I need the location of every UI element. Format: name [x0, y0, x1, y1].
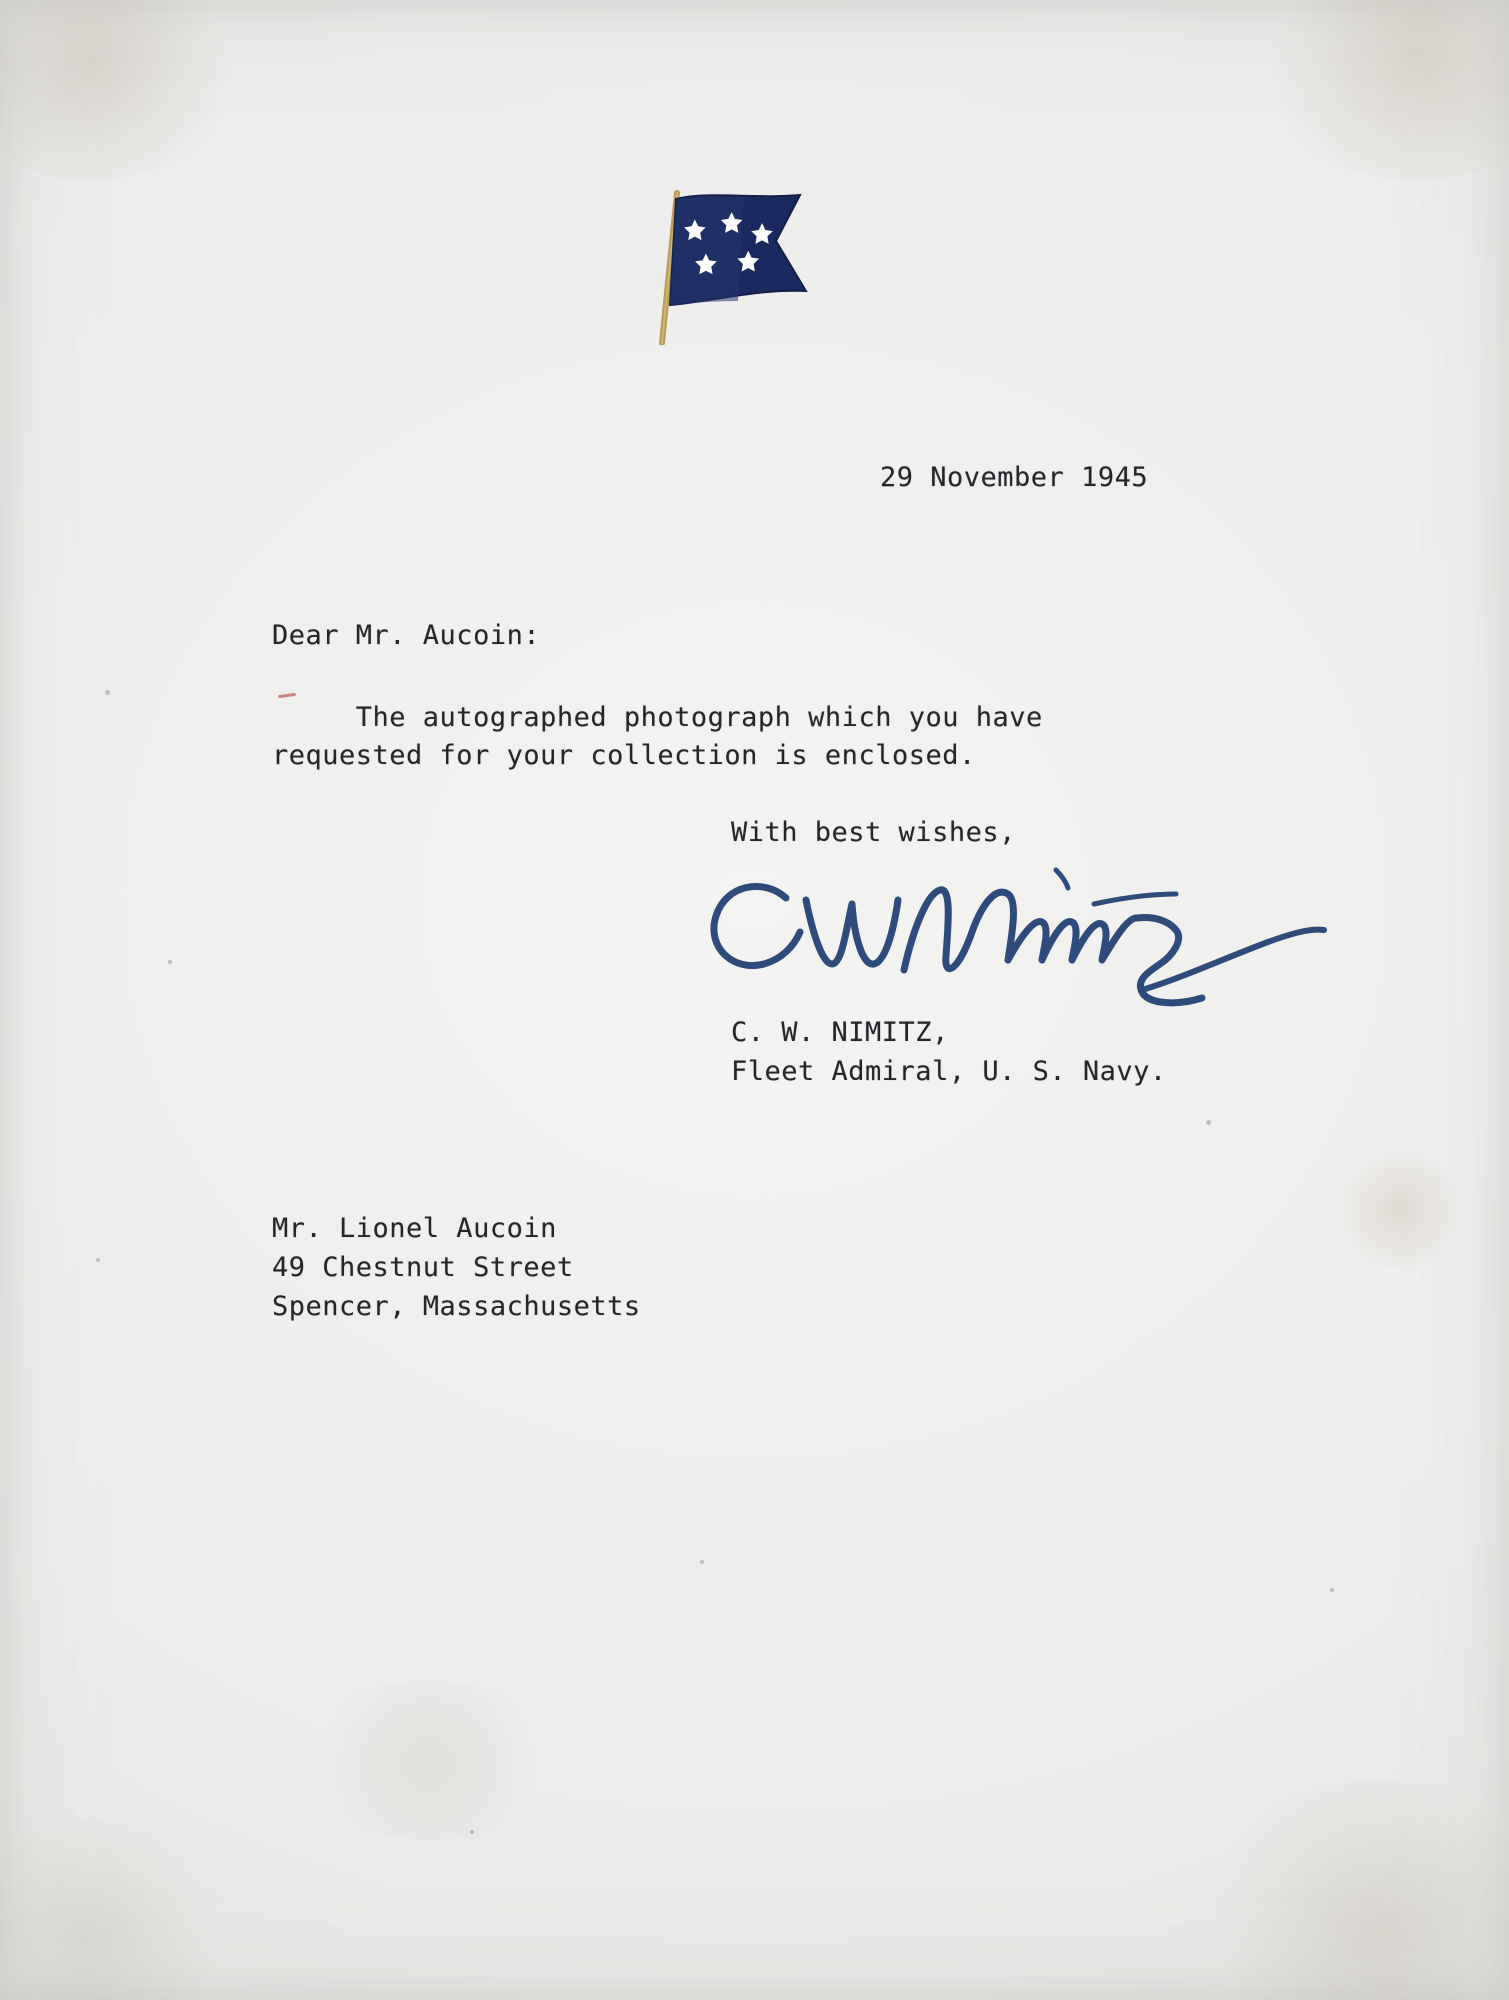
- signature-block-line: C. W. NIMITZ,: [731, 1017, 949, 1048]
- letter-date: 29 November 1945: [880, 462, 1149, 493]
- signature-block-line: Fleet Admiral, U. S. Navy.: [731, 1056, 1167, 1087]
- fleet-admiral-flag-icon: [640, 185, 840, 345]
- letter-salutation: Dear Mr. Aucoin:: [272, 620, 541, 651]
- recipient-address-line: Spencer, Massachusetts: [272, 1291, 641, 1322]
- recipient-address-line: 49 Chestnut Street: [272, 1252, 574, 1283]
- letter-body-line: The autographed photograph which you have: [272, 702, 1043, 733]
- letter-closing: With best wishes,: [731, 817, 1016, 848]
- letter-body-line: requested for your collection is enclosed.: [272, 740, 976, 771]
- recipient-address-line: Mr. Lionel Aucoin: [272, 1213, 557, 1244]
